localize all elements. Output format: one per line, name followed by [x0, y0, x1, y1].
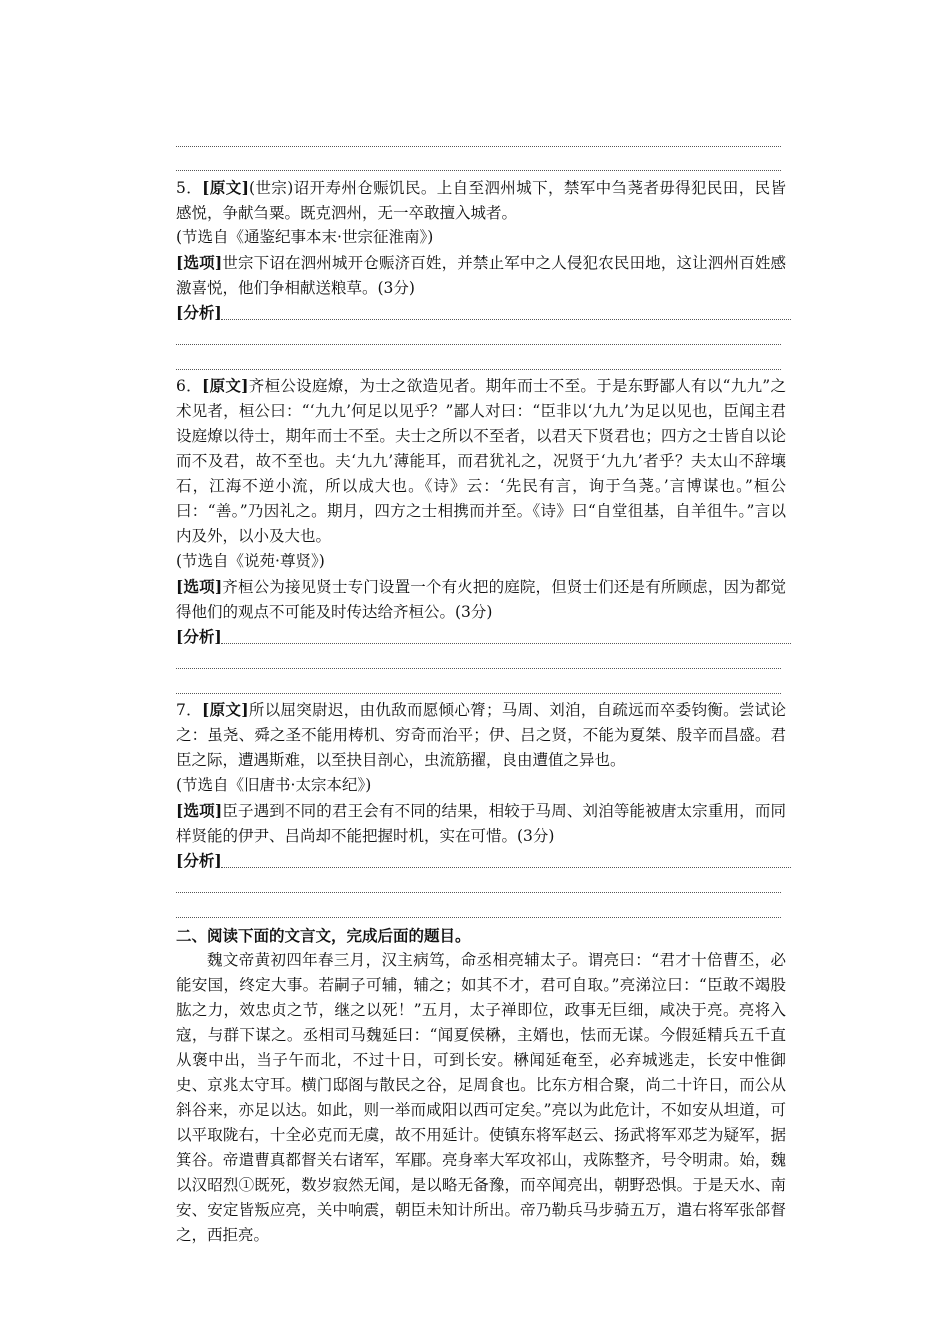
item-6-answer-line[interactable]	[176, 668, 781, 669]
item-6-answer-line[interactable]	[221, 643, 791, 644]
section-2-passage: 魏文帝黄初四年春三月，汉主病笃，命丞相亮辅太子。谓亮曰：“君才十倍曹丕，必能安国，终定大事。若嗣子可辅，辅之；如其不才，君可自取。”亮涕泣曰：“臣敢不竭股肱之力，效忠贞之节，继之以死！”五月，太子禅即位，政事无巨细，咸决于亮。亮将入寇，与群下谋之。丞相司马魏延曰：“闻夏侯楙，主婿也，怯而无谋。今假延精兵五千直从褒中出，当子午而北，不过十日，可到长安。楙闻延奄至，必弃城逃走，长安中惟御史、京兆太守耳。横门邸阁与散民之谷，足周食也。比东方相合聚，尚二十许日，而公从斜谷来，亦足以达。如此，则一举而咸阳以西可定矣。”亮以为此危计，不如安从坦道，可以平取陇右，十全必克而无虞，故不用延计。使镇东将军赵云、扬武将军邓芝为疑军，据箕谷。帝遣曹真都督关右诸军，军郿。亮身率大军攻祁山，戎陈整齐，号令明肃。始，魏以汉昭烈①既死，数岁寂然无闻，是以略无备豫，而卒闻亮出，朝野恐惧。于是天水、南安、安定皆叛应亮，关中响震，朝臣未知计所出。帝乃勒兵马步骑五万，遣右将军张郃督之，西拒亮。	[176, 951, 786, 1244]
item-6-yuanwen	[176, 373, 786, 549]
item-5-xuanxiang-text: 世宗下诏在泗州城开仓赈济百姓，并禁止军中之人侵犯农民田地，这让泗州百姓感激喜悦，他们争相献送粮草。(3分)	[176, 254, 786, 297]
item-6-xuanxiang	[176, 574, 786, 625]
item-7-source: (节选自《旧唐书·太宗本纪》)	[176, 776, 372, 794]
item-7-fenxi-label: [分析]	[176, 851, 222, 870]
item-7-answer-line[interactable]	[176, 917, 781, 918]
item-7-answer-line[interactable]	[221, 867, 791, 868]
item-5-yuanwen-tag: [原文]	[202, 178, 250, 197]
item-5-answer-line[interactable]	[221, 319, 791, 320]
item-7-yuanwen	[176, 697, 786, 773]
item-6-source: (节选自《说苑·尊贤》)	[176, 552, 325, 570]
item-6-fenxi-label: [分析]	[176, 627, 222, 646]
item-6-number: 6．	[176, 377, 202, 395]
item-7-xuanxiang-text: 臣子遇到不同的君王会有不同的结果，相较于马周、刘洎等能被唐太宗重用，而同样贤能的伊尹、吕尚却不能把握时机，实在可惜。(3分)	[176, 802, 786, 845]
item-6-yuanwen-tag: [原文]	[201, 376, 249, 395]
item-5-fenxi-label: [分析]	[176, 303, 222, 322]
item-5-source: (节选自《通鉴纪事本末·世宗征淮南》)	[176, 228, 434, 246]
item-5-number: 5．	[176, 179, 203, 197]
item-5-yuanwen-text: (世宗)诏开寿州仓赈饥民。上自至泗州城下，禁军中刍荛者毋得犯民田，民皆感悦，争献刍粟。既克泗州，无一卒敢擅入城者。	[176, 179, 786, 222]
item-6-yuanwen-text: 齐桓公设庭燎，为士之欲造见者。期年而士不至。于是东野鄙人有以“九九”之术见者，桓公曰：“‘九九’何足以见乎？”鄙人对曰：“臣非以‘九九’为足以见也，臣闻主君设庭燎以待士，期年而士不至。夫士之所以不至者，以君天下贤君也；四方之士皆自以论而不及君，故不至也。夫‘九九’薄能耳，而君犹礼之，况贤于‘九九’者乎？夫太山不辞壤石，江海不逆小流，所以成大也。《诗》云：‘先民有言，询于刍荛。’言博谋也。”桓公曰：“善。”乃因礼之。期月，四方之士相携而并至。《诗》曰“自堂徂基，自羊徂牛。”言以内及外，以小及大也。	[176, 377, 786, 545]
answer-line	[176, 170, 781, 171]
item-5-yuanwen	[176, 175, 786, 226]
item-6-xuanxiang-text: 齐桓公为接见贤士专门设置一个有火把的庭院，但贤士们还是有所顾虑，因为都觉得他们的观点不可能及时传达给齐桓公。(3分)	[176, 578, 786, 621]
item-5-xuanxiang	[176, 250, 786, 301]
item-5-answer-line[interactable]	[176, 369, 781, 370]
item-5-answer-line[interactable]	[176, 344, 781, 345]
item-7-answer-line[interactable]	[176, 892, 781, 893]
item-7-yuanwen-text: 所以屈突尉迟，由仇敌而愿倾心膂；马周、刘洎，自疏远而卒委钧衡。尝试论之：虽尧、舜之圣不能用梼机、穷奇而治平；伊、吕之贤，不能为夏桀、殷辛而昌盛。君臣之际，遭遇斯难，以至抉目剖心，虫流筋擢，良由遭值之异也。	[176, 701, 786, 769]
answer-line	[176, 146, 781, 147]
item-7-xuanxiang	[176, 798, 786, 849]
item-7-xuanxiang-tag: [选项]	[176, 801, 223, 820]
section-2-heading: 二、阅读下面的文言文，完成后面的题目。	[176, 926, 471, 945]
item-7-number: 7．	[176, 701, 202, 719]
item-6-xuanxiang-tag: [选项]	[176, 577, 223, 596]
item-6-answer-line[interactable]	[176, 693, 781, 694]
item-5-xuanxiang-tag: [选项]	[176, 253, 223, 272]
item-7-yuanwen-tag: [原文]	[201, 700, 249, 719]
